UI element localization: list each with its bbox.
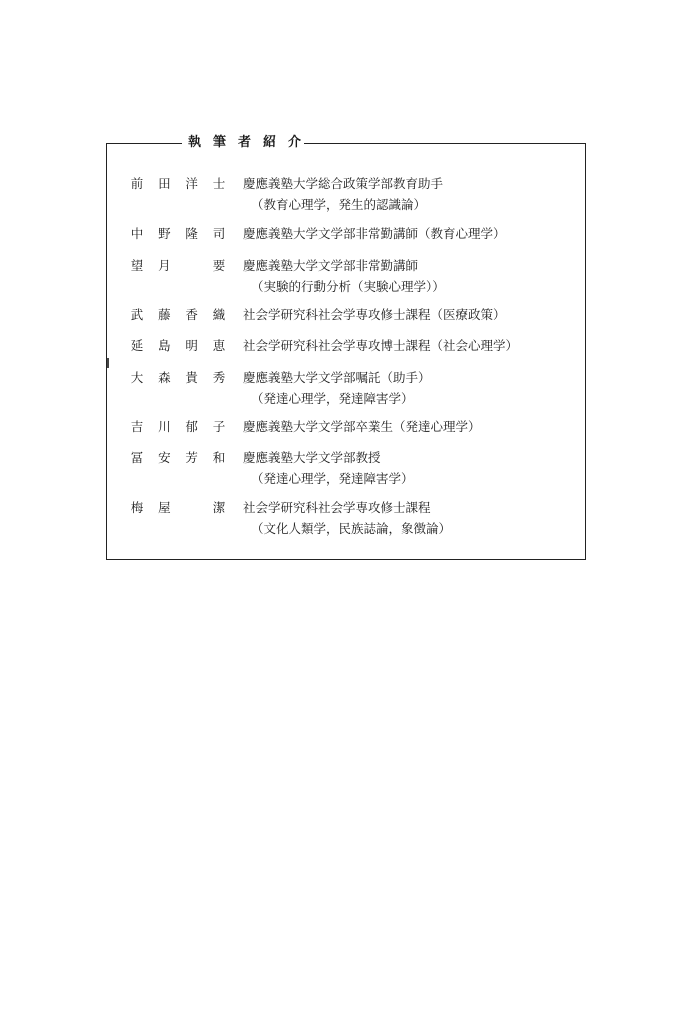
- author-name: 中 野 隆 司: [130, 226, 226, 241]
- author-affiliation: 社会学研究科社会学専攻修士課程（医療政策）: [243, 307, 506, 322]
- author-field: （発達心理学，発達障害学）: [251, 391, 414, 406]
- author-affiliation: 慶應義塾大学文学部非常勤講師: [243, 258, 419, 273]
- author-affiliation: 慶應義塾大学文学部嘱託（助手）: [243, 370, 431, 385]
- author-affiliation: 社会学研究科社会学専攻修士課程: [243, 500, 431, 515]
- author-affiliation: 慶應義塾大学総合政策学部教育助手: [243, 176, 444, 191]
- author-affiliation: 慶應義塾大学文学部教授: [243, 450, 381, 465]
- author-field: （実験的行動分析（実験心理学））: [251, 279, 445, 294]
- author-affiliation: 社会学研究科社会学専攻博士課程（社会心理学）: [243, 338, 519, 353]
- author-name: 梅 屋 潔: [130, 500, 226, 515]
- author-name: 延 島 明 恵: [130, 338, 226, 353]
- author-affiliation: 慶應義塾大学文学部非常勤講師（教育心理学）: [243, 226, 506, 241]
- author-field: （文化人類学，民族誌論，象徴論）: [251, 521, 452, 536]
- author-field: （発達心理学，発達障害学）: [251, 471, 414, 486]
- author-name: 武 藤 香 織: [130, 307, 226, 322]
- author-affiliation: 慶應義塾大学文学部卒業生（発達心理学）: [243, 419, 481, 434]
- author-name: 冨 安 芳 和: [130, 450, 226, 465]
- author-name: 吉 川 郁 子: [130, 419, 226, 434]
- author-name: 前 田 洋 士: [130, 176, 226, 191]
- section-title: 執筆者紹介: [188, 135, 314, 150]
- scan-mark: [107, 358, 109, 368]
- author-name: 望 月 要: [130, 258, 226, 273]
- author-field: （教育心理学，発生的認識論）: [251, 197, 427, 212]
- author-name: 大 森 貴 秀: [130, 370, 226, 385]
